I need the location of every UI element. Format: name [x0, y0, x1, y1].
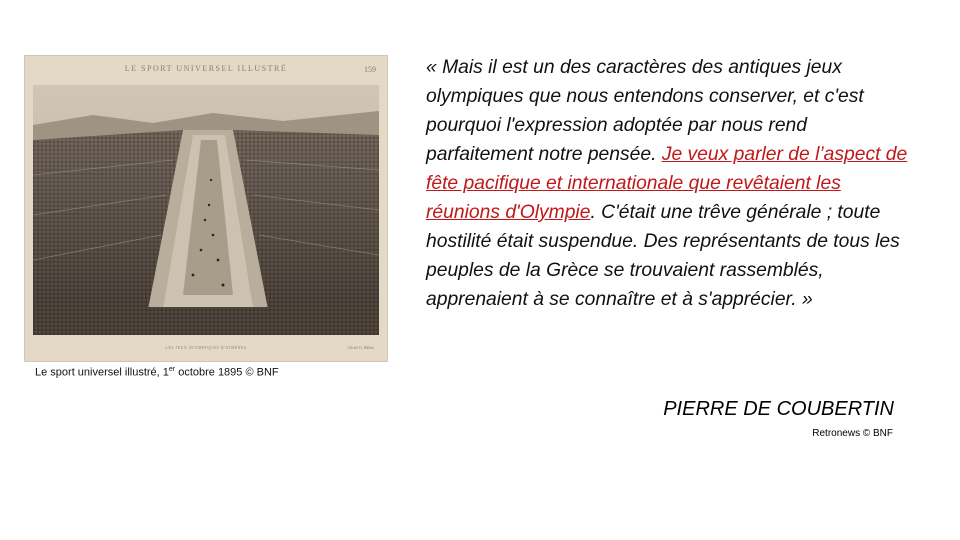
panathenaic-stadium-photo [33, 85, 379, 335]
coubertin-quote [426, 53, 916, 314]
plate-page-number: 159 [364, 65, 376, 74]
quote-author: PIERRE DE COUBERTIN [663, 398, 894, 420]
quote-part-1: « Mais il est un des caractères des antiques jeux olympiques que nous entendons conserver, et c'est pourquoi l'expression adoptée par nous rend parfaitement notre pensée. [426, 57, 864, 165]
caption-text-end: octobre 1895 © BNF [175, 366, 279, 379]
quote-part-2: . C'était une trêve générale ; toute hostilité était suspendue. Des représentants de tous les peuples de la Grèce se trouvaient rassemblés, apprenaient à se connaître et à s'apprécier. » [426, 202, 900, 310]
plate-caption: LES JEUX OLYMPIQUES D'ATHÈNES [165, 345, 247, 350]
plate-credit: Cliché G. Hélias [347, 345, 374, 350]
photo-caption [35, 366, 279, 379]
plate-header: LE SPORT UNIVERSEL ILLUSTRÉ [124, 64, 288, 73]
quote-highlight: Je veux parler de l’aspect de fête pacifique et internationale que revêtaient les réunions d'Olympie [426, 144, 908, 223]
caption-ordinal: er [168, 366, 176, 373]
stadium-photo-plate [24, 55, 388, 362]
stadium-illustration [33, 85, 379, 335]
quote-source: Retronews © BNF [812, 428, 893, 439]
caption-text: Le sport universel illustré, 1 [35, 366, 169, 379]
